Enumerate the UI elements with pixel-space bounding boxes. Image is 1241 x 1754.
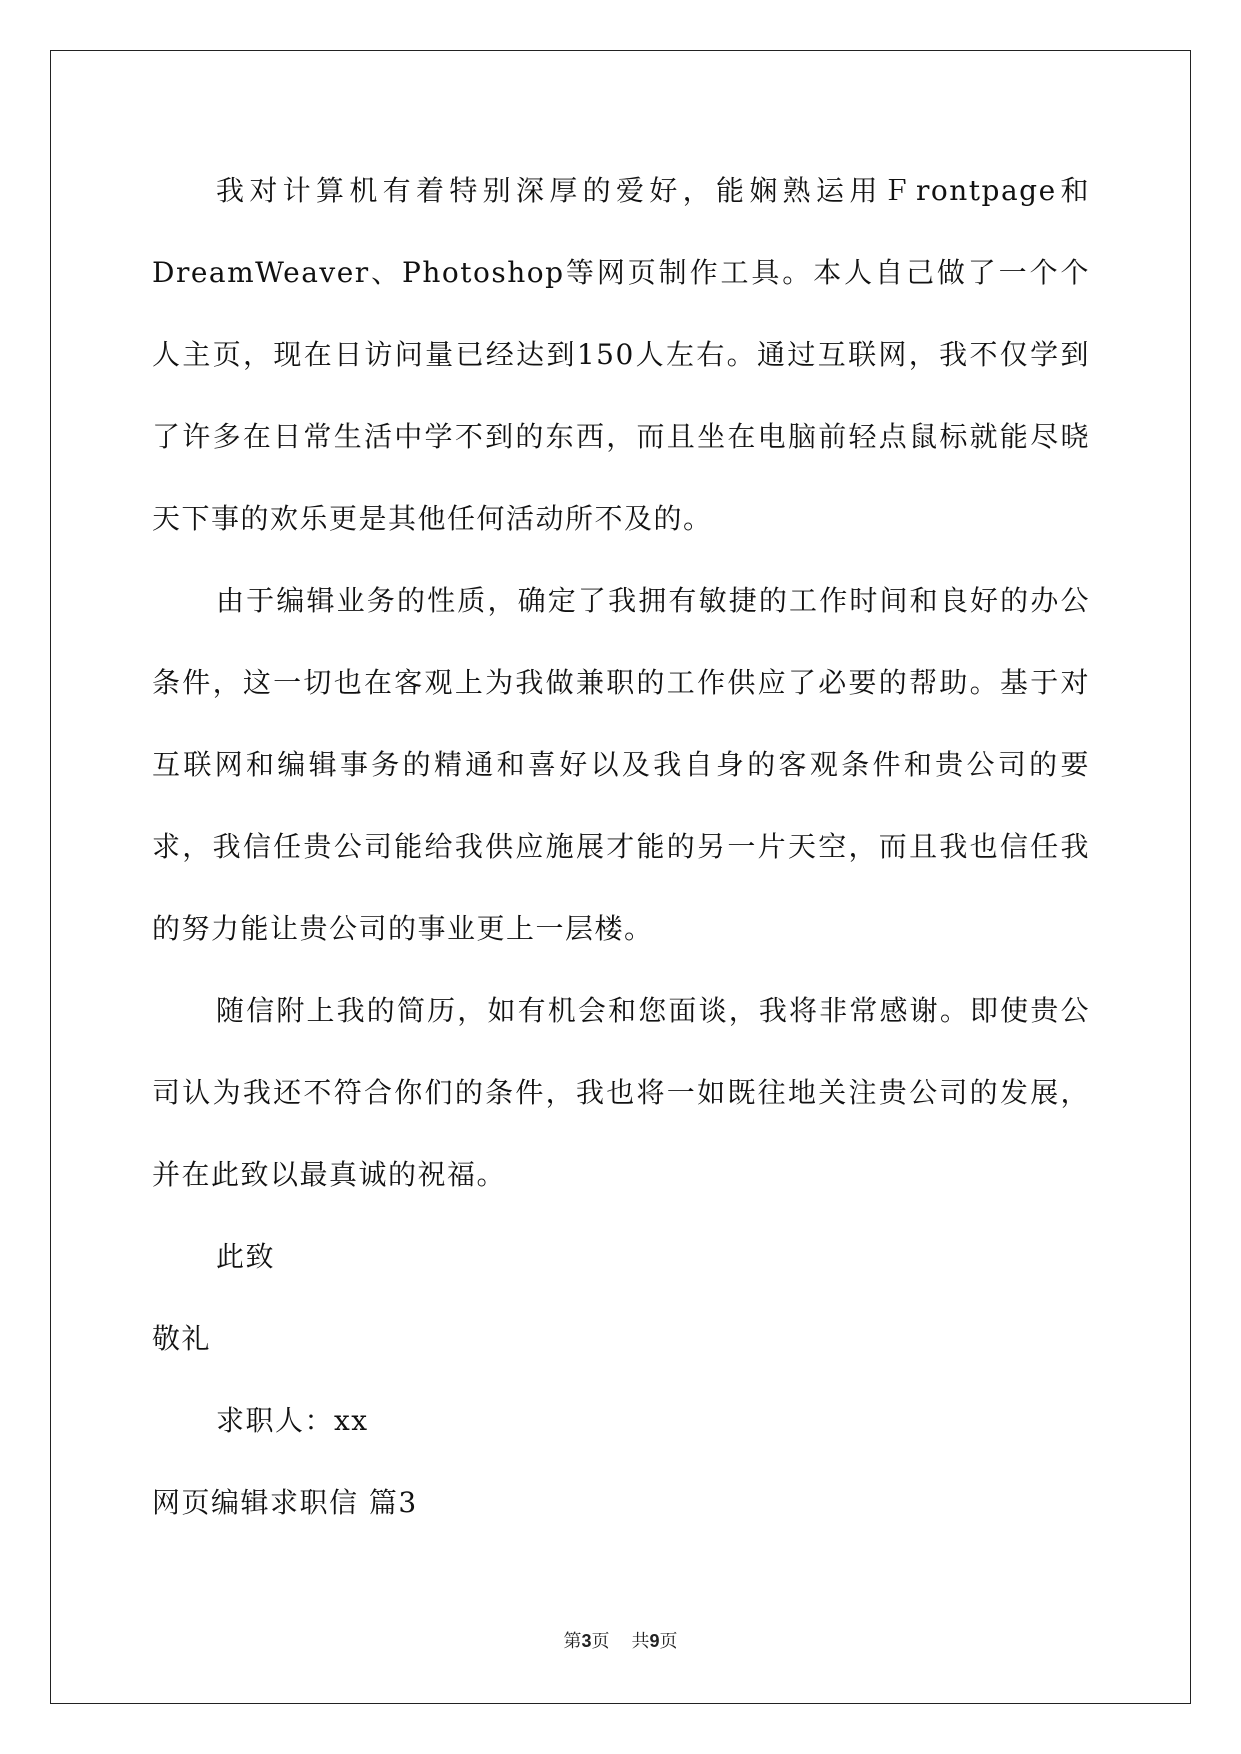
- footer-current-page: 3: [581, 1631, 592, 1651]
- closing-regards: 敬礼: [152, 1322, 212, 1355]
- paragraph-work-conditions: 由于编辑业务的性质，确定了我拥有敏捷的工作时间和良好的办公条件，这一切也在客观上为我做兼职的工作供应了必要的帮助。基于对互联网和编辑事务的精通和喜好以及我自身的客观条件和贵公司的要求，我信任贵公司能给我供应施展才能的另一片天空，而且我也信任我的努力能让贵公司的事业更上一层楼。: [152, 584, 1090, 945]
- footer-page-prefix: 第: [563, 1631, 582, 1652]
- page-footer: [0, 1627, 1241, 1653]
- closing-salutation: 此致: [216, 1240, 276, 1273]
- paragraph-computer-skills: 我对计算机有着特别深厚的爱好，能娴熟运用Ｆrontpage和DreamWeaver、Photoshop等网页制作工具。本人自己做了一个个人主页，现在日访问量已经达到150人左右。通过互联网，我不仅学到了许多在日常生活中学不到的东西，而且坐在电脑前轻点鼠标就能尽晓天下事的欢乐更是其他任何活动所不及的。: [152, 174, 1090, 535]
- footer-total-prefix: 共: [631, 1631, 650, 1652]
- footer-total-label: 页: [659, 1631, 678, 1652]
- document-body: [152, 150, 1090, 1544]
- applicant-signature: 求职人：xx: [216, 1404, 369, 1437]
- footer-total-pages: 9: [649, 1631, 660, 1651]
- section-heading: 网页编辑求职信 篇3: [152, 1486, 418, 1519]
- paragraph-attached-resume: 随信附上我的简历，如有机会和您面谈，我将非常感谢。即使贵公司认为我还不符合你们的条件，我也将一如既往地关注贵公司的发展，并在此致以最真诚的祝福。: [152, 994, 1090, 1191]
- footer-page-label: 页: [591, 1631, 610, 1652]
